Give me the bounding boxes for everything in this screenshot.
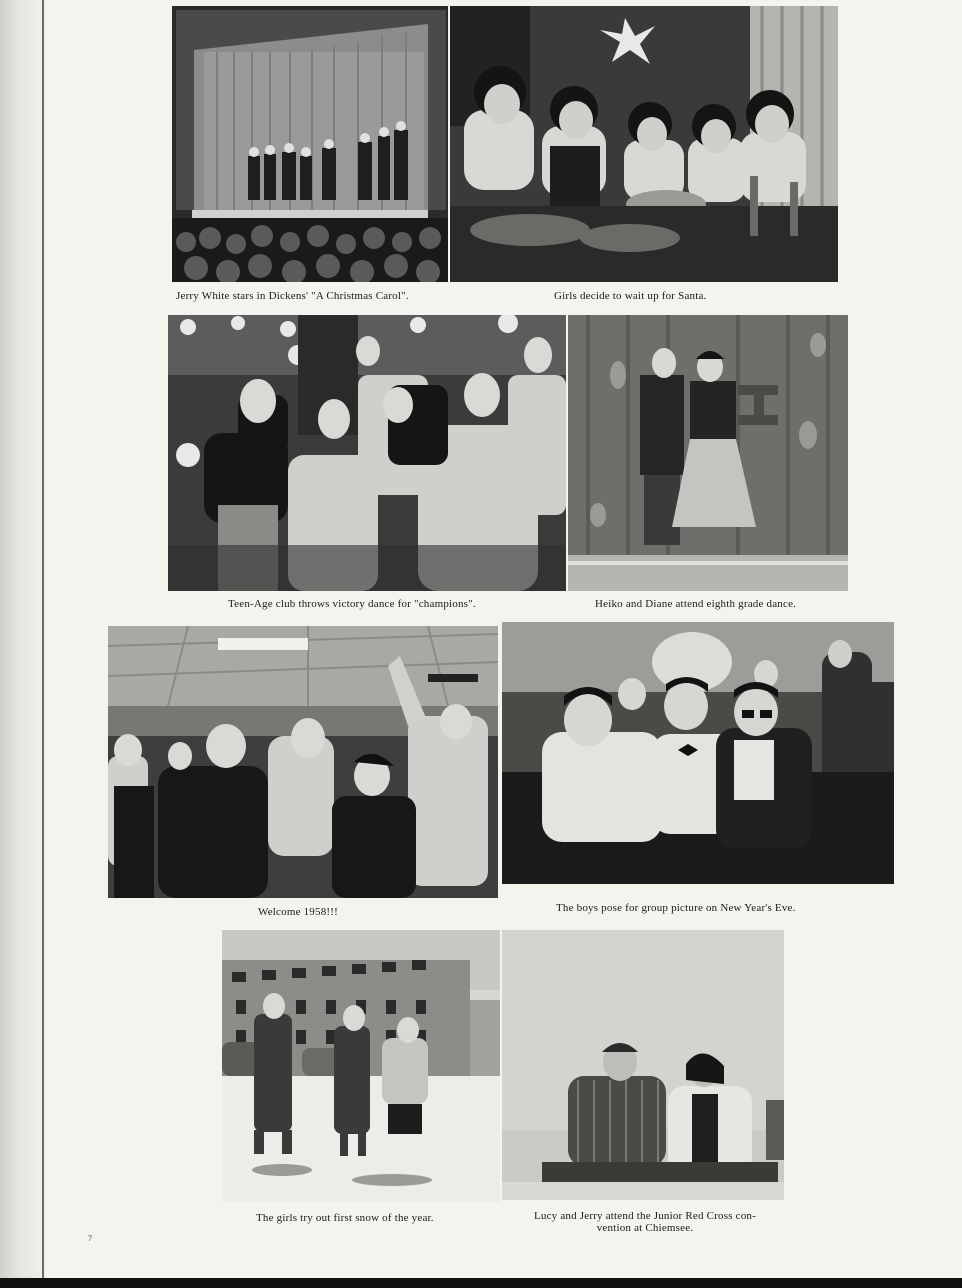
photo-victory-dance [168, 315, 566, 591]
photo-welcome-1958 [108, 626, 498, 898]
caption-welcome-1958: Welcome 1958!!! [258, 906, 338, 918]
caption-red-cross [508, 1210, 782, 1234]
photo-red-cross [502, 930, 784, 1200]
caption-christmas-carol: Jerry White stars in Dickens' "A Christmas Carol". [176, 290, 409, 302]
caption-eighth-grade-dance: Heiko and Diane attend eighth grade dance. [595, 598, 797, 610]
photo-eighth-grade-dance [568, 315, 848, 591]
page-binding-shadow [0, 0, 46, 1288]
caption-wait-for-santa: Girls decide to wait up for Santa. [554, 290, 707, 302]
caption-new-years-eve: The boys pose for group picture on New Year's Eve. [556, 902, 796, 914]
page-binding-line [42, 0, 44, 1288]
caption-red-cross-line2: vention at Chiemsee. [596, 1222, 694, 1234]
caption-red-cross-line1: Lucy and Jerry attend the Junior Red Cross con- [533, 1210, 756, 1222]
photo-first-snow [222, 930, 500, 1202]
photo-wait-for-santa [450, 6, 838, 282]
photo-new-years-eve [502, 622, 894, 884]
caption-first-snow: The girls try out first snow of the year. [256, 1212, 434, 1224]
caption-victory-dance: Teen-Age club throws victory dance for "champions". [228, 598, 476, 610]
page-number: 7 [88, 1234, 92, 1243]
scan-bottom-edge [0, 1278, 962, 1288]
photo-christmas-carol [172, 6, 448, 282]
